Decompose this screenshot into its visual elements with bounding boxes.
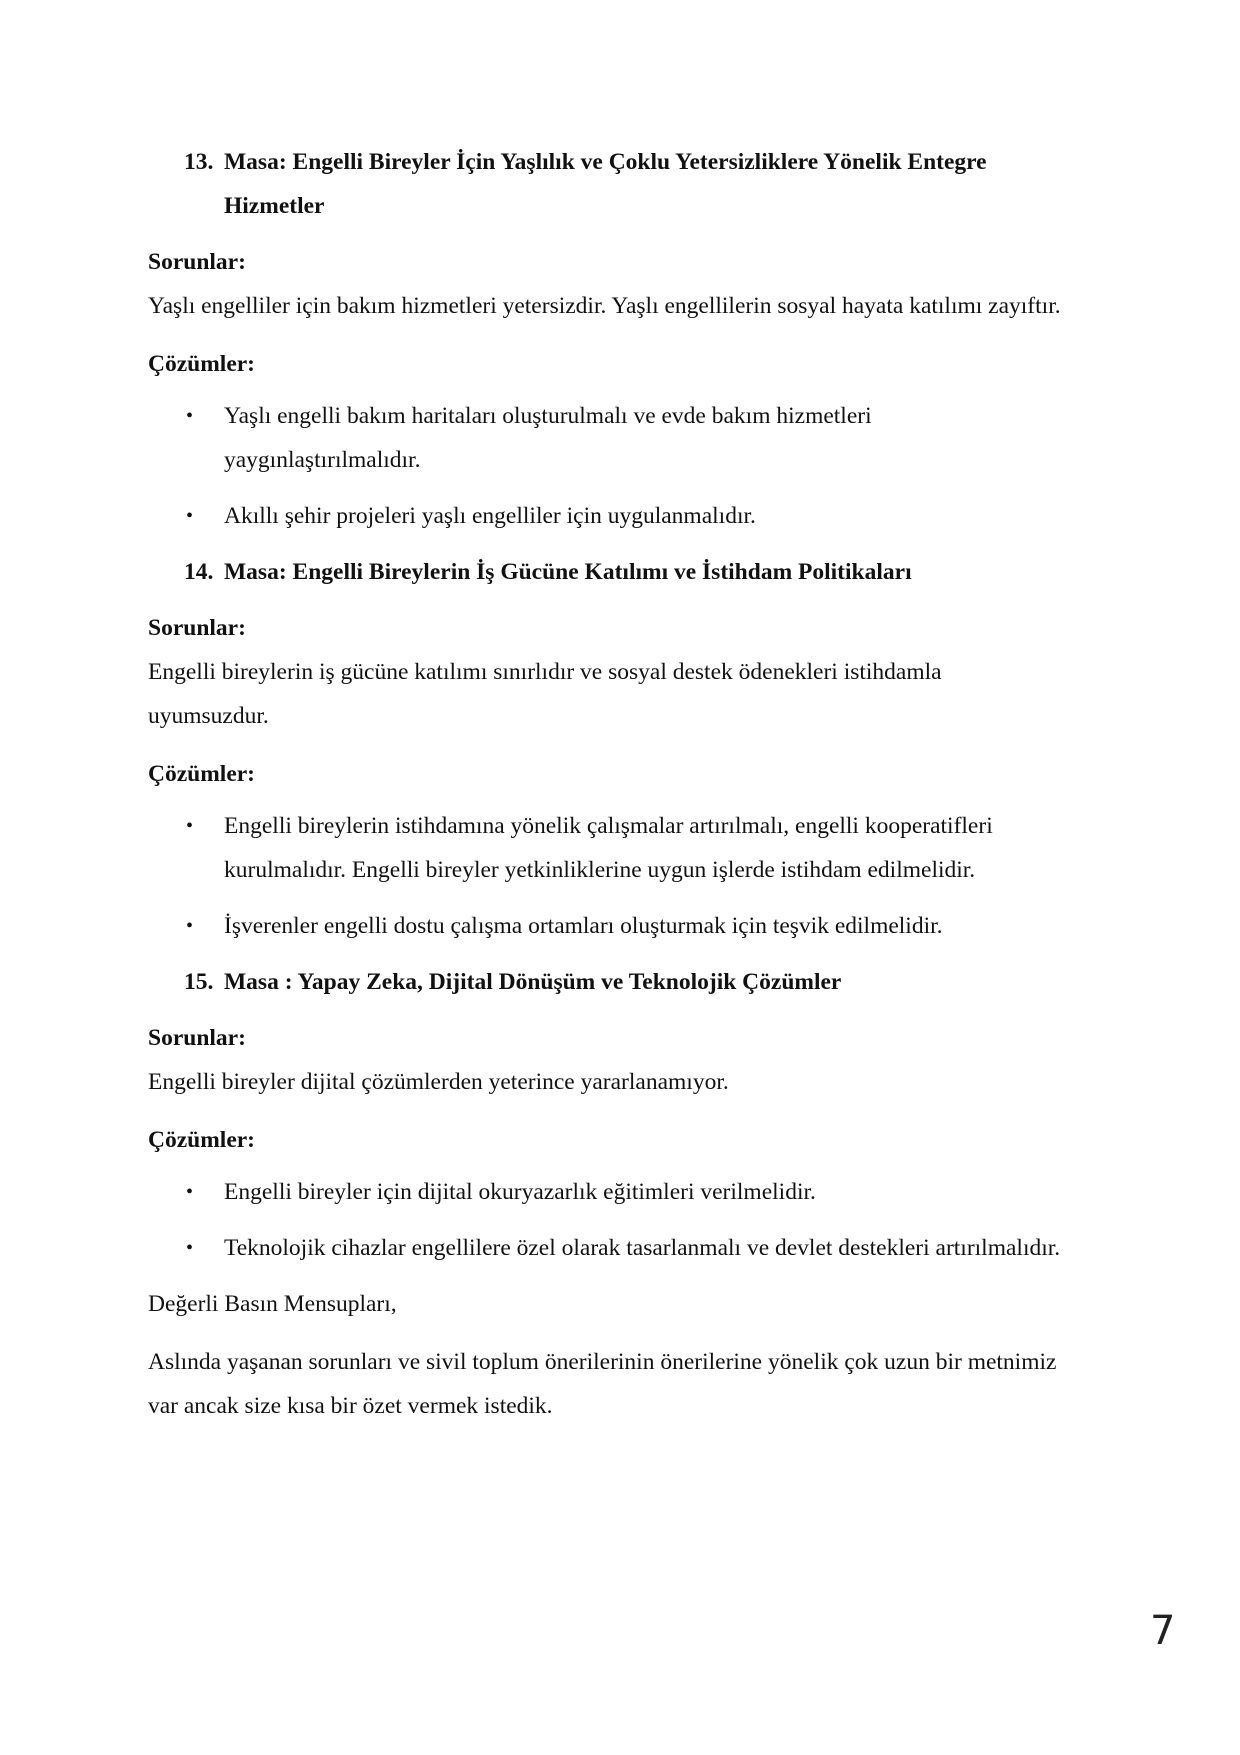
bullet-icon: • [186, 1237, 194, 1259]
list-item [148, 904, 1068, 948]
bullet-icon: • [186, 505, 194, 527]
bullet-icon: • [186, 815, 194, 837]
section-title: Masa: Engelli Bireyler İçin Yaşlılık ve Çoklu Yetersizliklere Yönelik Entegre Hizmetler [224, 149, 987, 219]
solutions-label: Çözümler: [148, 351, 256, 377]
solutions-list [148, 394, 1068, 538]
section-number: 13. [184, 149, 214, 175]
section-title: Masa : Yapay Zeka, Dijital Dönüşüm ve Teknolojik Çözümler [224, 969, 842, 995]
problems-label: Sorunlar: [148, 615, 246, 641]
section-13 [148, 140, 1068, 538]
list-item [148, 1226, 1068, 1270]
problems-text: Engelli bireylerin iş gücüne katılımı sınırlıdır ve sosyal destek ödenekleri istihdamla uyumsuzdur. [148, 659, 942, 729]
solutions-label: Çözümler: [148, 1127, 256, 1153]
solution-text: Engelli bireyler için dijital okuryazarlık eğitimleri verilmelidir. [224, 1179, 816, 1205]
solution-text: Engelli bireylerin istihdamına yönelik çalışmalar artırılmalı, engelli kooperatifleri kurulmalıdır. Engelli bireyler yetkinliklerine uygun işlerde istihdam edilmelidir. [224, 813, 993, 883]
section-15 [148, 960, 1068, 1270]
solutions-list [148, 1170, 1068, 1270]
bullet-icon: • [186, 915, 194, 937]
solution-text: İşverenler engelli dostu çalışma ortamları oluşturmak için teşvik edilmelidir. [224, 913, 943, 939]
page-number: 7 [1150, 1608, 1176, 1654]
problems-label: Sorunlar: [148, 249, 246, 275]
section-14 [148, 550, 1068, 948]
closing-paragraph: Aslında yaşanan sorunları ve sivil toplum önerilerinin önerilerine yönelik çok uzun bir metnimiz var ancak size kısa bir özet vermek istedik. [148, 1349, 1057, 1419]
problems-text: Engelli bireyler dijital çözümlerden yeterince yararlanamıyor. [148, 1069, 729, 1095]
solutions-label: Çözümler: [148, 761, 256, 787]
list-item [148, 804, 1068, 892]
section-heading [184, 550, 1068, 594]
section-number: 14. [184, 559, 214, 585]
closing-salutation: Değerli Basın Mensupları, [148, 1291, 397, 1317]
section-heading [184, 140, 1068, 228]
section-title: Masa: Engelli Bireylerin İş Gücüne Katılımı ve İstihdam Politikaları [224, 559, 912, 585]
solution-text: Yaşlı engelli bakım haritaları oluşturulmalı ve evde bakım hizmetleri yaygınlaştırılmalıdır. [224, 403, 872, 473]
document-page [148, 140, 1068, 1442]
list-item [148, 494, 1068, 538]
bullet-icon: • [186, 405, 194, 427]
list-item [148, 1170, 1068, 1214]
problems-text: Yaşlı engelliler için bakım hizmetleri yetersizdir. Yaşlı engellilerin sosyal hayata katılımı zayıftır. [148, 293, 1061, 319]
section-number: 15. [184, 969, 214, 995]
problems-label: Sorunlar: [148, 1025, 246, 1051]
solutions-list [148, 804, 1068, 948]
bullet-icon: • [186, 1181, 194, 1203]
list-item [148, 394, 1068, 482]
section-heading [184, 960, 1068, 1004]
solution-text: Akıllı şehir projeleri yaşlı engelliler için uygulanmalıdır. [224, 503, 756, 529]
solution-text: Teknolojik cihazlar engellilere özel olarak tasarlanmalı ve devlet destekleri artırılmalıdır. [224, 1235, 1061, 1261]
